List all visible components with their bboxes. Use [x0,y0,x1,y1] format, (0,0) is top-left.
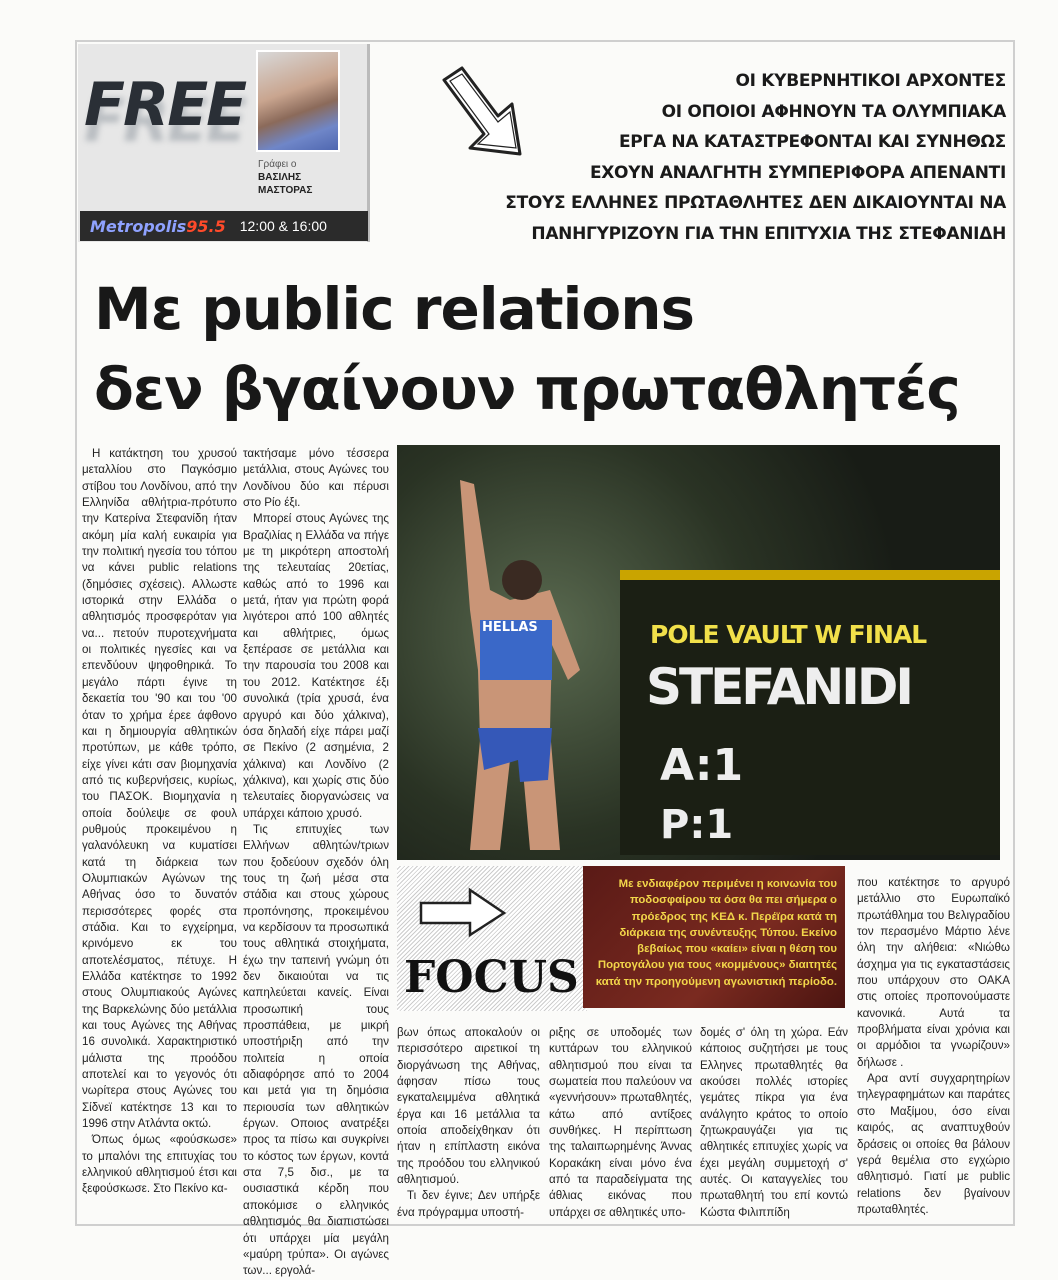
deck-line: ΟΙ ΚΥΒΕΡΝΗΤΙΚΟΙ ΑΡΧΟΝΤΕΣ [735,71,1006,91]
paragraph: βων όπως αποκαλούν οι περισσότερο αιρετικοί τη διοργάνωση της Αθήνας, άφησαν πίσω τους εγκαταλειμμένα αθλητικά έργα και 16 μετάλλια τα οποία αποδείχθηκαν ότι ήταν η επίπλαστη εικόνα της προόδου του ελληνικού αθλητισμού. [397,1026,540,1187]
byline-label: Γράφει ο [258,159,297,170]
jersey-text: HELLAS [482,620,538,635]
article-column-6 [857,875,1010,1218]
paragraph: ριξης σε υποδομές των κυττάρων του ελληνικού αθλητισμού που είναι τα σωματεία που παλεύουν να «γεννήσουν» πρωταθλητές, κάτω από αντίξοες συνθήκες. Η περίπτωση της ταλαιπωρημένης Άννας Κορακάκη είναι μόνο ένα από τα παραδείγματα της άθλιας εικόνας που υπάρχει σε αθλητικές υπο- [549,1026,692,1219]
paragraph: Τις επιτυχίες των Ελλήνων αθλητών/τριων που ξοδεύουν σχεδόν όλη τους τη ζωή μέσα στα στάδια και στους χώρους προπόνησης, προκειμένου να κερδίσουν τα προσωπικά τους αθλητικά στοιχήματα, έχω την ταπεινή γνώμη ότι δεν δικαιούται να τις καπηλεύεται κανείς. Είναι προσωπική τους προσπάθεια, με μικρή υποστήριξη από την πολιτεία η οποία αδιαφόρησε από το 2004 και μετά για τη δημόσια περιουσία των αθλητικών έργων. Οποιος ανατρέξει προς τα πίσω και συγκρίνει το κόστος των έργων, κοντά στα 7,5 δισ., με τα ουσιαστικά κέρδη που αποκόμισε ο ελληνικός αθλητισμός θα διαπιστώσει ότι υπάρχει μία μεγάλη «μαύρη τρύπα». Οι αγώνες των... εργολά- [243,822,389,1278]
broadcast-times: 12:00 & 16:00 [239,218,327,234]
deck-line: ΕΡΓΑ ΝΑ ΚΑΤΑΣΤΡΕΦΟΝΤΑΙ ΚΑΙ ΣΥΝΗΘΩΣ [618,132,1006,152]
deck-line: ΠΑΝΗΓΥΡΙΖΟΥΝ ΓΙΑ ΤΗΝ ΕΠΙΤΥΧΙΑ ΤΗΣ ΣΤΕΦΑΝΙΔΗ [531,223,1006,244]
deck-headline [505,66,1006,249]
athlete-figure [440,470,600,860]
article-column-1 [82,446,237,1198]
paragraph: τακτήσαμε μόνο τέσσερα μετάλλια, στους Αγώνες του Λονδίνου δύο και πέρυσι στο Ρίο έξι. [243,447,389,510]
article-column-3 [397,1025,540,1221]
paragraph: Τι δεν έγινε; Δεν υπήρξε ένα πρόγραμμα υποστή- [397,1189,540,1219]
radio-logo [90,217,226,236]
author-photo [256,50,340,152]
scoreboard-p: P:1 [660,802,734,848]
paragraph: Όπως όμως «φούσκωσε» το μπαλόνι της επιτυχίας του ελληνικού αθλητισμού έτσι και ξεφούσκωσε. Στο Πεκίνο κα- [82,1133,237,1196]
article-column-5 [700,1025,848,1221]
deck-line: ΟΙ ΟΠΟΙΟΙ ΑΦΗΝΟΥΝ ΤΑ ΟΛΥΜΠΙΑΚΑ [661,101,1006,122]
deck-line: ΕΧΟΥΝ ΑΝΑΛΓΗΤΗ ΣΥΜΠΕΡΙΦΟΡΑ ΑΠΕΝΑΝΤΙ [589,162,1006,183]
scoreboard-a: A:1 [660,740,744,791]
author-first: ΒΑΣΙΛΗΣ [258,172,302,183]
radio-frequency: 95.5 [186,216,226,236]
byline [258,158,312,197]
headline-line-2: δεν βγαίνουν πρωταθλητές [94,355,960,423]
focus-box: Με ενδιαφέρον περιμένει η κοινωνία του ποδοσφαίρου τα όσα θα πει σήμερα ο πρόεδρος της ΚΕΔ κ. Περέϊρα κατά τη διάρκεια της συνέντευξης Τύπου. Εκείνο βεβαίως που «καίει» είναι η θέση του Πορτογάλου για τους «κομμένους» διαιτητές κατά την προηγούμενη αγωνιστική περίοδο. [583,866,845,1008]
article-column-4 [549,1025,692,1221]
paragraph: Μπορεί στους Αγώνες της Βραζιλίας η Ελλάδα να πήγε με τη μικρότερη αποστολή της τελευταίας 20ετίας, καθώς από το 1996 και μετά, ήταν για πρώτη φορά λιγότεροι από 100 αθλητές και αθλήτριες, όμως ξεπέρασε σε μετάλλια και την παρουσία του 2008 και του 2012. Κατέκτησε έξι συνολικά (τρία χρυσά, ένα αργυρό και δύο χάλκινα), όσα δηλαδή είχε πάρει μαζί σε Πεκίνο (2 ασημένια, 2 χάλκινα) και Λονδίνο (2 χάλκινα), και χωρίς στις δύο τελευταίες διοργανώσεις να υπάρχει κάποιο χρυσό. [243,512,389,820]
free-logo: FREE [84,70,246,140]
author-last: ΜΑΣΤΟΡΑΣ [258,185,313,196]
paragraph: που κατέκτησε το αργυρό μετάλλιο στο Ευρωπαϊκό πρωτάθλημα του Βελιγραδίου τον περασμένο Μάρτιο λένε όλη την αλήθεια: «Νιώθω άσχημα για τις εγκαταστάσεις που υπάρχουν στο ΟΑΚΑ στις οποίες προπονούμαστε κανονικά. Αυτά τα προβλήματα είναι χρόνια και οι αρμόδιοι τα γνωρίζουν» δήλωσε . [857,876,1010,1069]
article-column-2 [243,446,389,1280]
focus-arrow-icon [418,885,508,940]
radio-name: Metropolis [90,216,187,236]
radio-bar [80,211,368,241]
paragraph: Η κατάκτηση του χρυσού μεταλλίου στο Παγκόσμιο στίβου του Λονδίνου, από την Ελληνίδα αθλήτρια-πρότυπο την Κατερίνα Στεφανίδη ήταν ακόμη μία καλή ευκαιρία για την πολιτική ηγεσία του τόπου να κάνει public relations (δημόσιες σχέσεις). Αλλωστε ιστορικά στην Ελλάδα ο αθλητισμός προσφερόταν για να... πετούν πυροτεχνήματα οι πολιτικές ηγεσίες και να επενδύουν ψηφοθηρικά. Το μεγάλο πάρτι έγινε τη δεκαετία του '90 και του '00 όταν το χρήμα έρεε άφθονο και η δημιουργία αθλητικών προτύπων, με κάθε τρόπο, είχε γίνει κάτι σαν βιομηχανία από τις κυβερνήσεις, κυρίως, του ΠΑΣΟΚ. Βιομηχανία η οποία δούλεψε σε φουλ ρυθμούς προκειμένου η γαλανόλευκη να κυματίσει κατά τη διάρκεια των Ολυμπιακών Αγώνων της Αθήνας όσο το δυνατόν περισσότερες φορές στα στάδια. Και το εγχείρημα, κρινόμενο εκ του αποτελέσματος, πέτυχε. Η Ελλάδα κατέκτησε το 1992 στους Ολυμπιακούς Αγώνες της Βαρκελώνης δύο μετάλλια και τους Αγώνες της Αθήνας 16 συνολικά. Χαρακτηριστικό μάλιστα της προόδου αποτελεί και το γεγονός ότι νωρίτερα στους Αγώνες του Σίδνεϊ κατέκτησε 13 και το 1996 στην Ατλάντα οκτώ. [82,447,237,1131]
scoreboard [620,570,1000,855]
scoreboard-title: POLE VAULT W FINAL [650,620,927,649]
focus-label: FOCUS [404,952,579,1003]
scoreboard-name: STEFANIDI [646,658,911,716]
paragraph: Αρα αντί συγχαρητηρίων τηλεγραφημάτων και παράτες στο Μαξίμου, όσο είναι καιρός, ας αναπτυχθούν δράσεις οι οποίες θα βάλουν γερά θεμέλια στο εγχώριο αθλητισμό. Γιατί με public relations δεν βγαίνουν πρωταθλητές. [857,1072,1010,1216]
headline-line-1: Με public relations [94,275,695,343]
paragraph: δομές σ' όλη τη χώρα. Εάν κάποιος συζητήσει με τους Ελληνες πρωταθλητές θα ακούσει πολλές ιστορίες γεμάτες πίκρα για ένα ανάλγητο κράτος το οποίο ζητωκραυγάζει για τις αθλητικές επιτυχίες χωρίς να έχει μεγάλη συμμετοχή σ' αυτές. Οι καταγγελίες του πρωταθλητή του επί κοντώ Κώστα Φιλιππίδη [700,1026,848,1219]
deck-line: ΣΤΟΥΣ ΕΛΛΗΝΕΣ ΠΡΩΤΑΘΛΗΤΕΣ ΔΕΝ ΔΙΚΑΙΟΥΝΤΑΙ ΝΑ [505,193,1006,213]
